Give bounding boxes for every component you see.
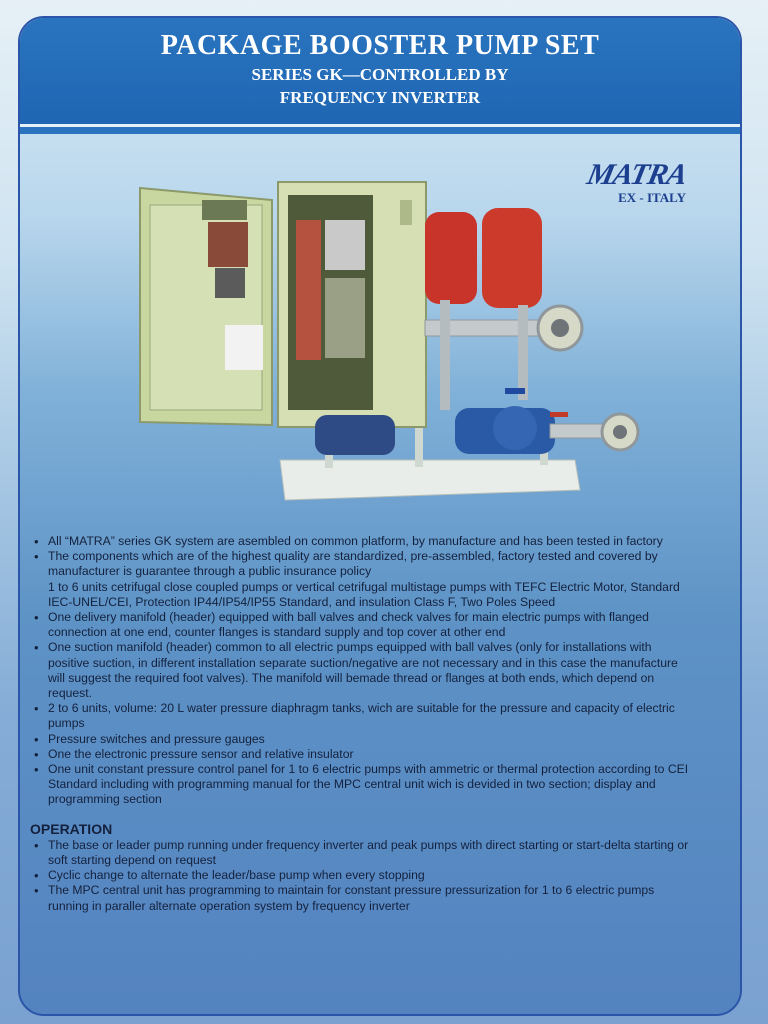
brand-logo-mark: MATRA — [584, 158, 690, 191]
list-item: • One unit constant pressure control panel for 1 to 6 electric pumps with ammetric or thermal protection according to CEI Standard including with programming manual for the MPC central unit wich is devided in two section; display and programming section — [30, 762, 690, 808]
page-subtitle-line1: SERIES GK—CONTROLLED BY — [251, 65, 509, 84]
suction-flange-bore — [613, 425, 627, 439]
brand-tagline: EX - ITALY — [618, 190, 686, 205]
pump-volute — [493, 406, 537, 450]
door-component — [202, 200, 247, 220]
delivery-flange-bore — [551, 319, 569, 337]
ball-valve-handle — [550, 412, 568, 417]
cabinet-component — [325, 220, 365, 270]
riser-pipe — [518, 305, 528, 400]
cabinet-component — [325, 278, 365, 358]
list-item: • All “MATRA” series GK system are asembled on common platform, by manufacture and has been tested in factory — [30, 534, 690, 549]
ball-valve-handle — [505, 388, 525, 394]
product-illustration — [120, 160, 640, 510]
list-item: • The MPC central unit has programming to maintain for constant pressure pressurization for 1 to 6 electric pumps running in paraller alternate operation system by frequency inverter — [30, 883, 690, 913]
list-item: • Pressure switches and pressure gauges — [30, 732, 690, 747]
list-item — [30, 549, 690, 610]
list-item: • Cyclic change to alternate the leader/base pump when every stopping — [30, 868, 690, 883]
operation-heading: OPERATION — [30, 820, 113, 837]
door-component — [215, 268, 245, 298]
pump-motor-left — [315, 415, 395, 455]
cabinet-vent — [400, 200, 412, 225]
operation-list — [30, 838, 690, 914]
list-item-text: 1 to 6 units cetrifugal close coupled pumps or vertical cetrifugal multistage pumps with TEFC Electric Motor, Standard IEC-UNEL/CEI, Protection IP44/IP54/IP55 Standard, and insulation Class F, Two Poles Speed — [48, 579, 680, 609]
content-section — [30, 534, 690, 914]
pressure-tank-left — [425, 212, 477, 304]
door-label — [225, 325, 263, 370]
list-item: • The base or leader pump running under frequency inverter and peak pumps with direct starting or start-delta starting or soft starting depend on request — [30, 838, 690, 868]
list-item: • One the electronic pressure sensor and relative insulator — [30, 747, 690, 762]
header-banner — [20, 18, 740, 124]
page-subtitle-line2: FREQUENCY INVERTER — [279, 88, 481, 107]
riser-pipe — [440, 300, 450, 410]
list-item-text: The components which are of the highest quality are standardized, pre-assembled, factory tested and covered by manufacturer is guarantee through a public insurance policy — [48, 549, 658, 579]
feature-list — [30, 534, 690, 808]
door-component — [208, 222, 248, 267]
list-item: • 2 to 6 units, volume: 20 L water pressure diaphragm tanks, wich are suitable for the pressure and capacity of electric pumps — [30, 701, 690, 731]
list-item: • One delivery manifold (header) equipped with ball valves and check valves for main electric pumps with flanged connection at one end, counter flanges is standard supply and top cover at other end — [30, 610, 690, 640]
page-title: PACKAGE BOOSTER PUMP SET — [160, 30, 600, 61]
list-item: • One suction manifold (header) common to all electric pumps equipped with ball valves (only for installations with positive suction, in different installation separate suction/negative are not necessary and in this case the manufacture will suggest the required foot valves). The manifold will bemade thread or flanges at both ends, which depend on request. — [30, 640, 690, 701]
header-divider-band — [20, 127, 740, 134]
pressure-tank-right — [482, 208, 542, 308]
cabinet-component — [296, 220, 321, 360]
